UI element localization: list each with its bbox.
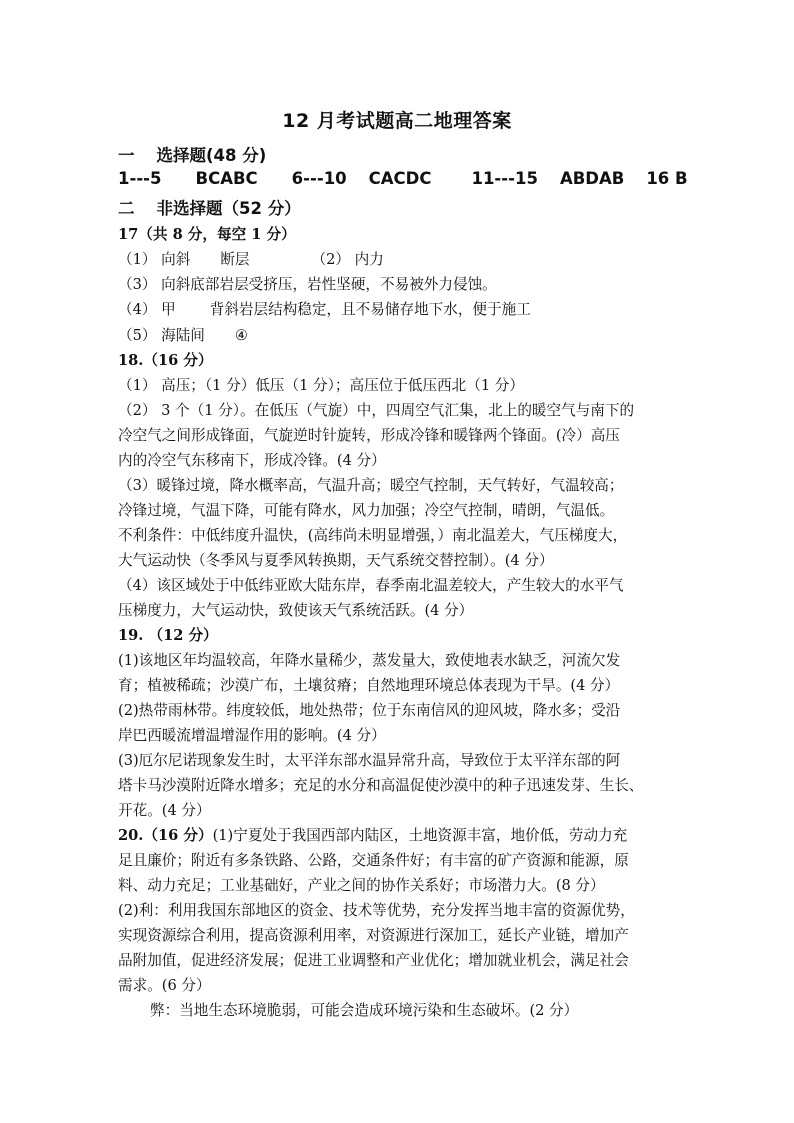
q18-line-4: 内的冷空气东移南下，形成冷锋。(4 分） (118, 452, 386, 469)
mc-answers-2: CACDC (368, 169, 432, 188)
q17-heading: 17（共 8 分，每空 1 分） (118, 226, 296, 243)
page-title: 12 月考试题高二地理答案 (282, 110, 512, 132)
q17-answer-4b: 背斜岩层结构稳定，且不易储存地下水，便于施工 (209, 301, 531, 318)
q20-line-1 (118, 824, 627, 845)
q18-heading: 18.（16 分） (118, 352, 213, 369)
mc-range-3: 11---15 (471, 169, 538, 188)
q18-line-1: （1） 高压；（1 分）低压（1 分）；高压位于低压西北（1 分） (118, 377, 524, 394)
section-2-number: 二 (118, 199, 135, 218)
q18-line-5: （3）暖锋过境，降水概率高，气温升高；暖空气控制，天气转好，气温较高； (118, 477, 624, 494)
q17-answer-4a: （4） 甲 (118, 301, 176, 318)
q17-line-2: （3） 向斜底部岩层受挤压，岩性坚硬，不易被外力侵蚀。 (118, 276, 497, 293)
section-2-title: 非选择题（52 分） (156, 199, 301, 218)
mc-answers-4: B (675, 169, 688, 188)
q19-line-5: (3)厄尔尼诺现象发生时，太平洋东部水温异常升高，导致位于太平洋东部的阿 (118, 752, 621, 769)
q17-answer-2: （2） 内力 (311, 251, 384, 268)
mc-range-4: 16 (646, 169, 670, 188)
q18-line-8: 大气运动快（冬季风与夏季风转换期，天气系统交替控制）。(4 分） (118, 552, 554, 569)
q17-line-3 (118, 298, 531, 319)
q17-line-4 (118, 324, 248, 345)
mc-range-2: 6---10 (291, 169, 347, 188)
q17-answer-1b: 断层 (220, 251, 250, 268)
section-1-number: 一 (118, 146, 135, 165)
mc-answers-3: ABDAB (559, 169, 625, 188)
q19-line-1: (1)该地区年均温较高，年降水量稀少，蒸发量大，致使地表水缺乏，河流欠发 (118, 652, 621, 669)
q18-line-7: 不利条件：中低纬度升温快，(高纬尚未明显增强，）南北温差大，气压梯度大， (118, 527, 628, 544)
multiple-choice-answers (118, 169, 688, 188)
q20-line-2: 足且廉价；附近有多条铁路、公路，交通条件好；有丰富的矿产资源和能源，原 (118, 852, 629, 869)
mc-range-1: 1---5 (118, 169, 162, 188)
section-1-heading (118, 142, 266, 166)
q19-line-3: (2)热带雨林带。纬度较低，地处热带；位于东南信风的迎风坡，降水多；受沿 (118, 702, 621, 719)
q18-line-3: 冷空气之间形成锋面，气旋逆时针旋转，形成冷锋和暖锋两个锋面。(冷）高压 (118, 427, 620, 444)
q19-line-2: 育；植被稀疏；沙漠广布，土壤贫瘠；自然地理环境总体表现为干旱。(4 分） (118, 677, 620, 694)
q19-line-6: 塔卡马沙漠附近降水增多；充足的水分和高温促使沙漠中的种子迅速发芽、生长、 (118, 777, 644, 794)
q20-line-4: (2)利：利用我国东部地区的资金、技术等优势，充分发挥当地丰富的资源优势， (118, 902, 635, 919)
q19-line-7: 开花。(4 分） (118, 802, 211, 819)
section-1-title: 选择题(48 分) (156, 146, 267, 165)
q19-line-4: 岸巴西暖流增温增湿作用的影响。(4 分） (118, 727, 386, 744)
section-2-heading (118, 195, 301, 219)
q20-text-1: (1)宁夏处于我国西部内陆区，土地资源丰富，地价低，劳动力充 (212, 827, 628, 844)
q20-line-5: 实现资源综合利用，提高资源利用率，对资源进行深加工，延长产业链，增加产 (118, 927, 629, 944)
q17-answer-5a: （5） 海陆间 (118, 327, 205, 344)
q18-line-6: 冷锋过境，气温下降，可能有降水，风力加强；冷空气控制，晴朗，气温低。 (118, 502, 615, 519)
q20-line-3: 料、动力充足；工业基础好，产业之间的协作关系好；市场潜力大。(8 分） (118, 877, 605, 894)
q19-heading: 19. （12 分） (118, 627, 218, 644)
q20-heading: 20.（16 分） (118, 827, 213, 844)
q17-line-1 (118, 248, 384, 269)
q20-line-7: 需求。(6 分） (118, 977, 211, 994)
q18-line-9: （4）该区域处于中低纬亚欧大陆东岸，春季南北温差较大，产生较大的水平气 (118, 577, 624, 594)
q18-line-2: （2） 3 个（1 分）。在低压（气旋）中，四周空气汇集，北上的暖空气与南下的 (118, 402, 635, 419)
q18-line-10: 压梯度力，大气运动快，致使该天气系统活跃。(4 分） (118, 602, 474, 619)
q17-answer-1: （1） 向斜 (118, 251, 191, 268)
q20-line-8: 弊：当地生态环境脆弱，可能会造成环境污染和生态破坏。(2 分） (150, 1002, 579, 1019)
q17-answer-5b: ④ (234, 327, 248, 344)
mc-answers-1: BCABC (195, 169, 258, 188)
q20-line-6: 品附加值，促进经济发展；促进工业调整和产业优化；增加就业机会，满足社会 (118, 952, 629, 969)
